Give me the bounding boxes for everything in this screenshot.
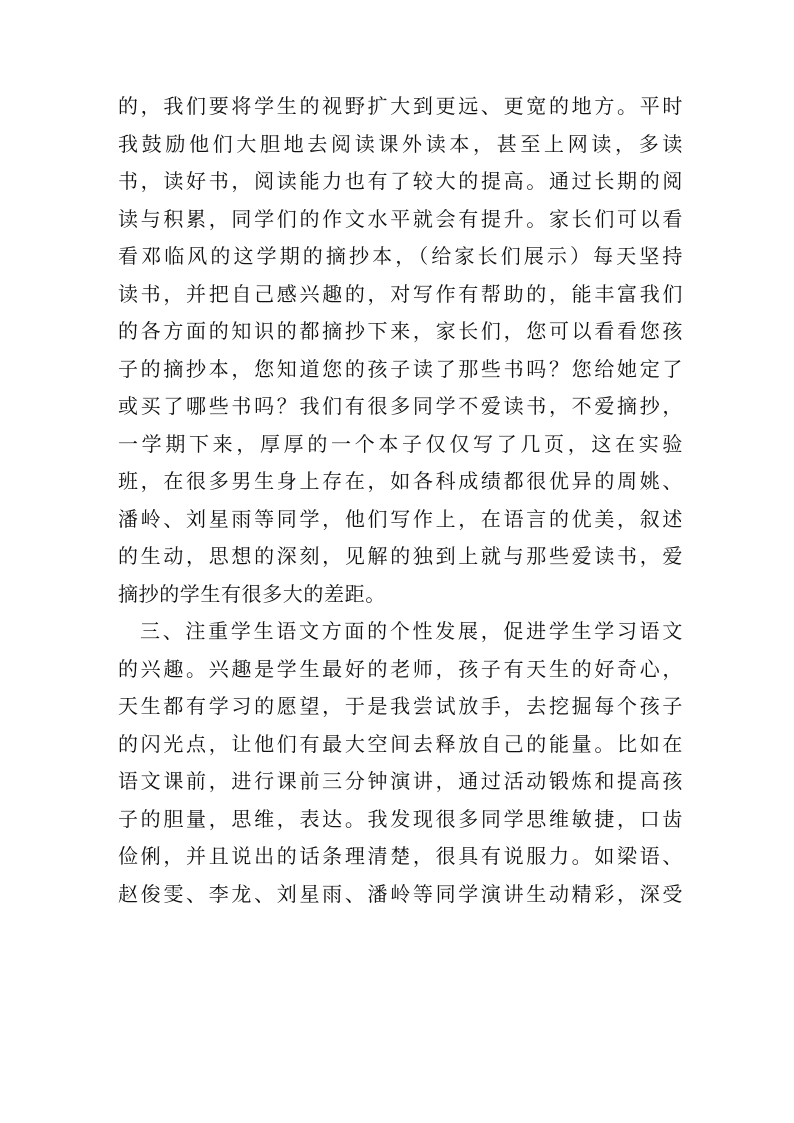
text-line: 赵俊雯、李龙、刘星雨、潘岭等同学演讲生动精彩，深受 [118,881,683,906]
text-line: 的兴趣。兴趣是学生最好的老师，孩子有天生的好奇心， [118,656,683,681]
document-body [118,88,683,913]
text-line: 子的摘抄本，您知道您的孩子读了那些书吗？您给她定了 [118,356,683,381]
text-line: 潘岭、刘星雨等同学，他们写作上，在语言的优美，叙述 [118,506,683,531]
text-line: 的生动，思想的深刻，见解的独到上就与那些爱读书，爱 [118,544,683,568]
text-line: 我鼓励他们大胆地去阅读课外读本，甚至上网读，多读 [118,131,683,156]
text-line: 或买了哪些书吗？我们有很多同学不爱读书，不爱摘抄， [118,394,683,418]
text-line: 语文课前，进行课前三分钟演讲，通过活动锻炼和提高孩 [118,769,683,793]
text-line: 看邓临风的这学期的摘抄本，（给家长们展示）每天坚持 [118,244,683,268]
text-line: 读与积累，同学们的作文水平就会有提升。家长们可以看 [118,206,683,231]
text-line: 班，在很多男生身上存在，如各科成绩都很优异的周姚、 [118,469,683,493]
text-line: 读书，并把自己感兴趣的，对写作有帮助的，能丰富我们 [118,281,683,306]
text-line: 书，读好书，阅读能力也有了较大的提高。通过长期的阅 [118,169,683,193]
text-line: 一学期下来，厚厚的一个本子仅仅写了几页，这在实验 [118,431,683,456]
text-line: 子的胆量，思维，表达。我发现很多同学思维敏捷，口齿 [118,806,683,831]
text-line: 三、注重学生语文方面的个性发展，促进学生学习语文 [140,619,683,643]
text-line: 俭俐，并且说出的话条理清楚，很具有说服力。如梁语、 [118,844,683,868]
text-line: 天生都有学习的愿望，于是我尝试放手，去挖掘每个孩子 [118,694,683,718]
text-line: 的，我们要将学生的视野扩大到更远、更宽的地方。平时 [118,94,683,118]
text-line: 摘抄的学生有很多大的差距。 [118,581,386,606]
text-line: 的各方面的知识的都摘抄下来，家长们，您可以看看您孩 [118,319,683,343]
text-line: 的闪光点，让他们有最大空间去释放自己的能量。比如在 [118,731,683,756]
